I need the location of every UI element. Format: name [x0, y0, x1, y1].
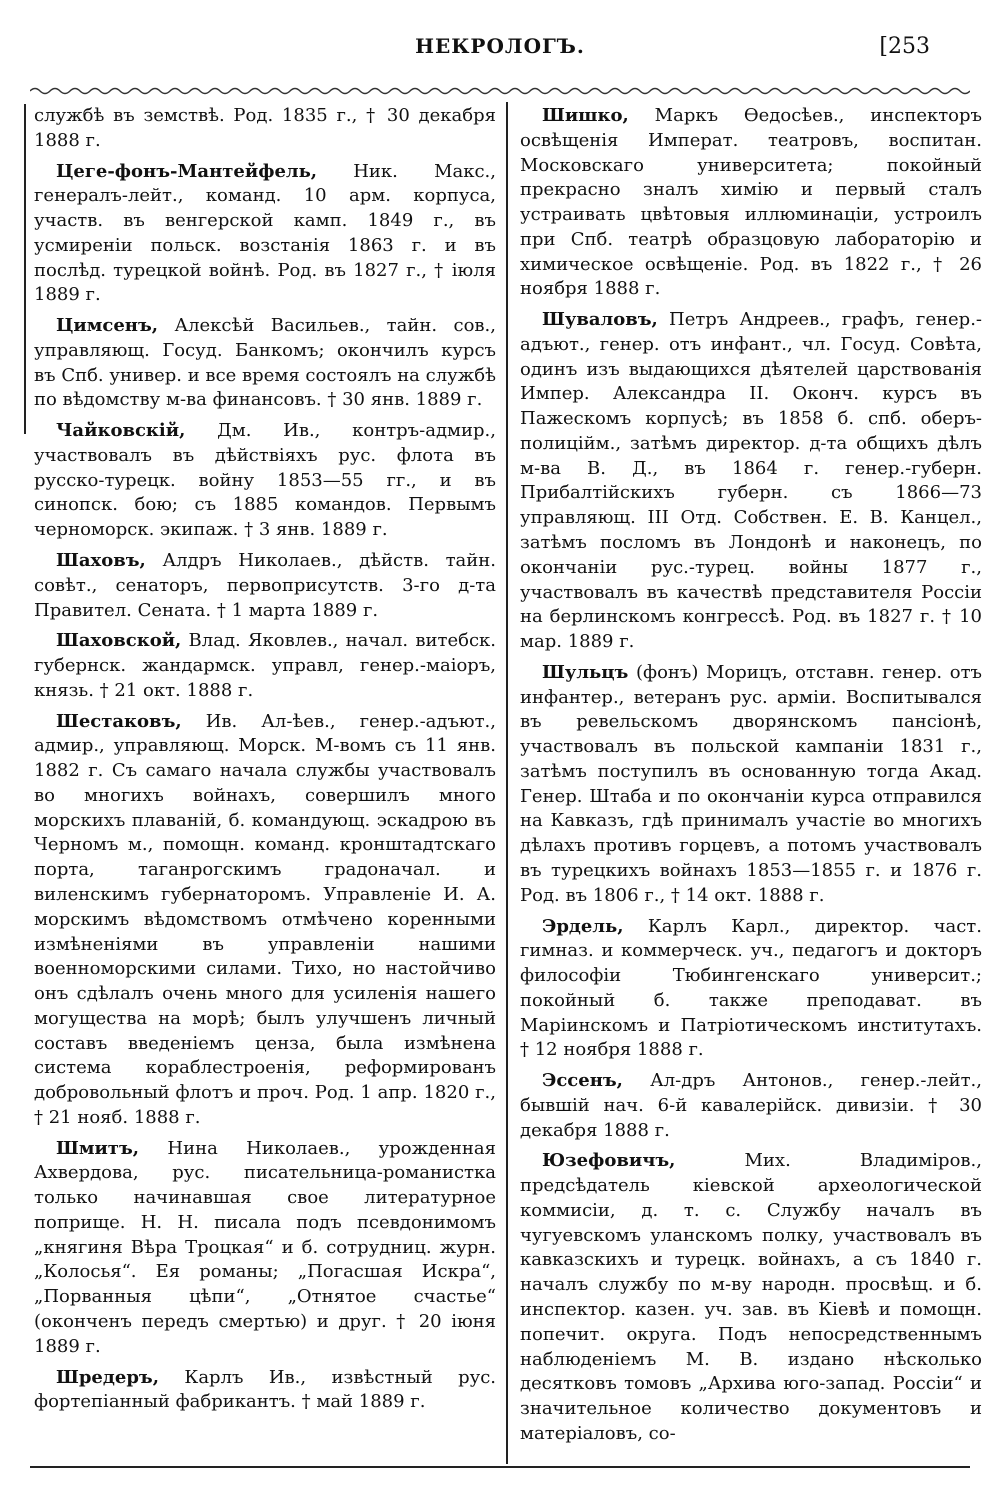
entry-text: Дм. Ив., контръ-адмир., участвовалъ въ дѣйствіяхъ рус. флота въ русско-турецк. войну 1853—55 гг., и въ синопск. бою; съ 1885 командов. Первымъ черноморск. экипаж. † 3 янв. 1889 г.: [34, 420, 496, 541]
necrology-entry: [34, 314, 496, 413]
entry-text: Алдръ Николаев., дѣйств. тайн. совѣт., сенаторъ, первоприсутств. 3-го д-та Правител. Сената. † 1 марта 1889 г.: [34, 550, 496, 621]
necrology-entry: [34, 549, 496, 623]
entry-name: Шмитъ,: [56, 1137, 140, 1159]
entry-text: Алексѣй Васильев., тайн. сов., управляющ. Госуд. Банкомъ; окончилъ курсъ въ Спб. универ. и все время состоялъ на службѣ по вѣдомству м-ва финансовъ. † 30 янв. 1889 г.: [34, 315, 496, 411]
entry-text: (фонъ) Морицъ, отставн. генер. отъ инфантер., ветеранъ рус. арміи. Воспитывался въ ревельскомъ дворянскомъ пансіонѣ, участвовалъ въ польской кампаніи 1831 г., затѣмъ поступилъ въ основанную тогда Акад. Генер. Штаба и по окончаніи курса отправился на Кавказъ, гдѣ принималъ участіе во многихъ дѣлахъ противъ горцевъ, а потомъ участвовалъ въ турецкихъ войнахъ 1853—1855 г. и 1876 г. Род. въ 1806 г., † 14 окт. 1888 г.: [520, 661, 982, 906]
page-number: [253: [879, 34, 930, 59]
entry-name: Шуваловъ,: [542, 309, 658, 331]
left-column: [34, 104, 496, 1421]
entry-name: Шаховской,: [56, 630, 182, 652]
necrology-entry: [520, 1149, 982, 1446]
bottom-rule: [30, 1466, 970, 1468]
column-divider: [506, 102, 508, 1464]
necrology-entry: [34, 419, 496, 543]
entry-text: Ал-дръ Антонов., генер.-лейт., бывшій нач. 6-й кавалерійск. дивизіи. † 30 декабря 1888 г.: [520, 1070, 982, 1141]
entry-name: Шредеръ,: [56, 1366, 159, 1388]
entry-text: Петръ Андреев., графъ, генер.-адъют., генер. отъ инфант., чл. Госуд. Совѣта, одинъ изъ выдающихся дѣятелей царствованія Импер. Александра II. Оконч. курсъ въ Пажескомъ корпусѣ; въ 1858 б. спб. оберъ-полиційм., затѣмъ директор. д-та общихъ дѣлъ м-ва В. Д., въ 1864 г. генер.-губерн. Прибалтійскихъ губерн. съ 1866—73 управляющ. III Отд. Собствен. Е. В. Канцел., затѣмъ посломъ въ Лондонѣ и наконецъ, по окончаніи рус.-турец. войны 1877 г., участвовалъ въ качествѣ представителя Россіи на берлинскомъ конгрессѣ. Род. въ 1827 г. † 10 мар. 1889 г.: [520, 309, 982, 653]
necrology-entry: [520, 104, 982, 302]
entry-name: Эссенъ,: [542, 1070, 623, 1092]
page-header: [30, 24, 970, 64]
entry-text: Маркъ Ѳедосѣев., инспекторъ освѣщенія Императ. театровъ, воспитан. Московскаго университета; покойный прекрасно зналъ химію и первый сталъ устраивать цвѣтовыя иллюминаціи, устроилъ при Спб. театрѣ образцовую лабораторію и химическое освѣщеніе. Род. въ 1822 г., † 26 ноября 1888 г.: [520, 105, 982, 300]
entry-name: Шаховъ,: [56, 550, 146, 572]
necrology-entry: [520, 1069, 982, 1143]
necrology-entry: [34, 104, 496, 154]
page-title: НЕКРОЛОГЪ.: [415, 34, 585, 58]
entry-text: Мих. Владиміров., предсѣдатель кіевской археологической коммисіи, д. т. с. Службу началъ въ чугуевскомъ уланскомъ полку, участвовалъ въ кавказскихъ и турецк. войнахъ, а съ 1840 г. началъ службу по м-ву народн. просвѣщ. и б. инспектор. казен. уч. зав. въ Кіевѣ и помощн. попечит. округа. Подъ непосредственнымъ наблюденіемъ М. В. издано нѣсколько десятковъ томовъ „Архива юго-запад. Россіи“ и значительное количество документовъ и матеріаловъ, со-: [520, 1150, 982, 1444]
entry-name: Шестаковъ,: [56, 710, 182, 732]
necrology-entry: [34, 1137, 496, 1360]
entry-name: Цеге-фонъ-Мантейфель,: [56, 160, 318, 182]
wavy-rule: [30, 84, 970, 98]
entry-text: Нина Николаев., урожденная Ахвердова, рус. писательница-романистка только начинавшая свое литературное поприще. Н. Н. писала подъ псевдонимомъ „княгиня Вѣра Троцкая“ и б. сотрудниц. журн. „Колосья“. Ея романы; „Погасшая Искра“, „Порванныя цѣпи“, „Отнятое счастье“ (оконченъ передъ смертью) и друг. † 20 іюня 1889 г.: [34, 1137, 496, 1357]
entry-text: Ив. Ал-ѣев., генер.-адъют., адмир., управляющ. Морск. М-вомъ съ 11 янв. 1882 г. Съ самаго начала службы участвовалъ во многихъ войнахъ, совершилъ много морскихъ плаваній, б. командующ. эскадрою въ Черномъ м., помощн. команд. кронштадтскаго порта, таганрогскимъ градоначал. и виленскимъ губернаторомъ. Управленіе И. А. морскимъ вѣдомствомъ отмѣчено коренными измѣненіями въ управленіи нашими военноморскими силами. Тихо, но настойчиво онъ сдѣлалъ очень много для усиленія нашего могущества на морѣ; былъ улучшенъ личный составъ введеніемъ ценза, была измѣнена система кораблестроенія, реформированъ добровольный флотъ и проч. Род. 1 апр. 1820 г., † 21 нояб. 1888 г.: [34, 710, 496, 1128]
necrology-entry: [34, 160, 496, 309]
entry-name: Юзефовичъ,: [542, 1150, 676, 1172]
entry-text: Карлъ Ив., извѣстный рус. фортепіанный фабрикантъ. † май 1889 г.: [34, 1366, 496, 1413]
right-column: [520, 104, 982, 1453]
necrology-entry: [34, 629, 496, 703]
necrology-entry: [34, 1366, 496, 1416]
entry-name: Шульцъ: [542, 661, 629, 683]
necrology-entry: [520, 915, 982, 1064]
necrology-entry: [520, 661, 982, 909]
necrology-entry: [34, 710, 496, 1131]
entry-name: Чайковскій,: [56, 420, 186, 442]
entry-text: Карлъ Карл., директор. част. гимназ. и коммерческ. уч., педагогъ и докторъ философіи Тюбингенскаго университ.; покойный б. также преподават. въ Маріинскомъ и Патріотическомъ институтахъ. † 12 ноября 1888 г.: [520, 915, 982, 1061]
entry-text: Ник. Макс., генералъ-лейт., команд. 10 арм. корпуса, участв. въ венгерской камп. 1849 г., въ усмиреніи польск. возстанія 1863 г. и въ послѣд. турецкой войнѣ. Род. въ 1827 г., † іюля 1889 г.: [34, 160, 496, 306]
entry-text: службѣ въ земствѣ. Род. 1835 г., † 30 декабря 1888 г.: [34, 105, 496, 151]
necrology-entry: [520, 308, 982, 655]
left-margin-rule: [24, 104, 26, 434]
entry-name: Цимсенъ,: [56, 315, 159, 337]
page: [30, 24, 982, 1484]
entry-text: Влад. Яковлев., начал. витебск. губернск. жандармск. управл, генер.-маіоръ, князь. † 21 окт. 1888 г.: [34, 630, 496, 701]
entry-name: Шишко,: [542, 105, 629, 126]
entry-name: Эрдель,: [542, 915, 624, 937]
